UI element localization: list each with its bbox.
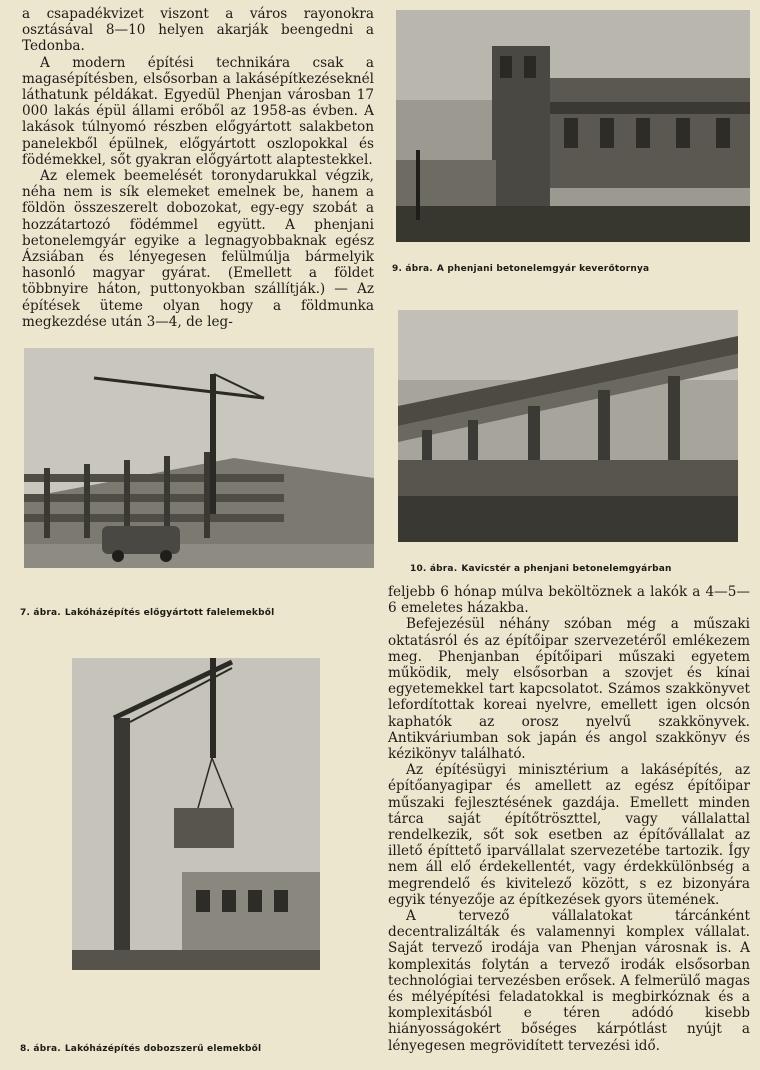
figure-10-caption (410, 564, 672, 574)
paragraph: Az építésügyi minisztérium a lakásépítés, az építőanyagipar és amellett az egész építőipar műszaki fejlesztésének gazdája. Emellett minden tárca saját építőtröszttel, vagy vállalattal rendelkezik, sőt sok esetben az építővállalat az illető építtető iparvállalat szervezetébe tartozik. Így nem áll elő érdekellentét, vagy érdekkülönbség a megrendelő és kivitelező között, s ez bizonyára egyik tényezője az építkezések gyors ütemének. (388, 762, 750, 908)
figure-9-photo (396, 10, 750, 242)
paragraph: a csapadékvizet viszont a város rayonokra osztásával 8—10 helyen akarják beengedni a Tedonba. (22, 6, 374, 55)
figure-10-photo (398, 310, 738, 542)
figure-9-caption (392, 264, 649, 274)
figure-8-photo (72, 658, 320, 970)
figure-number: 8. ábra. (20, 1044, 61, 1054)
figure-number: 9. ábra. (392, 264, 433, 274)
figure-7-caption (20, 608, 274, 618)
figure-caption-text: Lakóházépítés előgyártott falelemekből (64, 608, 275, 618)
figure-7-photo (24, 348, 374, 568)
right-column-text (388, 584, 750, 1054)
figure-number: 7. ábra. (20, 608, 61, 618)
figure-caption-text: Kavicstér a phenjani betonelemgyárban (461, 564, 672, 574)
paragraph: A tervező vállalatokat tárcánként decentralizálták és valamennyi komplex vállalat. Saját tervező irodája van Phenjan városnak is. A komplexitás folytán a tervező irodák elsősorban technológiai tervezésben erősek. A felmerülő magas és mélyépítési feladatokkal is megbirkóznak és a komplexitásból e téren adódó kisebb hiányosságokért bőséges kárpótlást nyújt a lényegesen megrövidített tervezési idő. (388, 908, 750, 1054)
figure-caption-text: Lakóházépítés dobozszerű elemekből (64, 1044, 262, 1054)
paragraph: A modern építési technikára csak a magasépítésben, elsősorban a lakásépítkezéseknél láthatunk példákat. Egyedül Phenjan városban 17 000 lakás épül állami erőből az 1958-as évben. A lakások túlnyomó részben előgyártott salakbeton panelekből épülnek, előgyártott oszlopokkal és födémekkel, sőt gyakran előgyártott alaptestekkel. (22, 54, 374, 168)
paragraph: Befejezésül néhány szóban még a műszaki oktatásról és az építőipar szervezetéről emlékezem meg. Phenjanban építőipari műszaki egyetem működik, mely elsősorban a szovjet és kínai egyetemekkel tart kapcsolatot. Számos szakkönyvet lefordítottak koreai nyelvre, emellett igen olcsón kaphatók az orosz nyelvű szakkönyvek. Antikváriumban sok japán és angol szakkönyv és kézikönyv található. (388, 616, 750, 763)
left-column-text (22, 6, 374, 330)
paragraph: Az elemek beemelését toronydarukkal végzik, néha nem is sík elemeket emelnek be, hanem a földön összeszerelt dobozokat, egy-egy szobát a hozzátartozó födémmel együtt. A phenjani betonelemgyár egyike a legnagyobbaknak egész Ázsiában és lényegesen felülmúlja bármelyik hasonló magyar gyárat. (Emellett a földet többnyire háton, puttonyokban szállítják.) — Az építések üteme olyan hogy a földmunka megkezdése után 3—4, de leg- (22, 168, 374, 330)
figure-number: 10. ábra. (410, 564, 458, 574)
paragraph: feljebb 6 hónap múlva beköltöznek a lakók a 4—5—6 emeletes házakba. (388, 584, 750, 617)
figure-8-caption (20, 1044, 261, 1054)
figure-caption-text: A phenjani betonelemgyár keverőtornya (436, 264, 650, 274)
